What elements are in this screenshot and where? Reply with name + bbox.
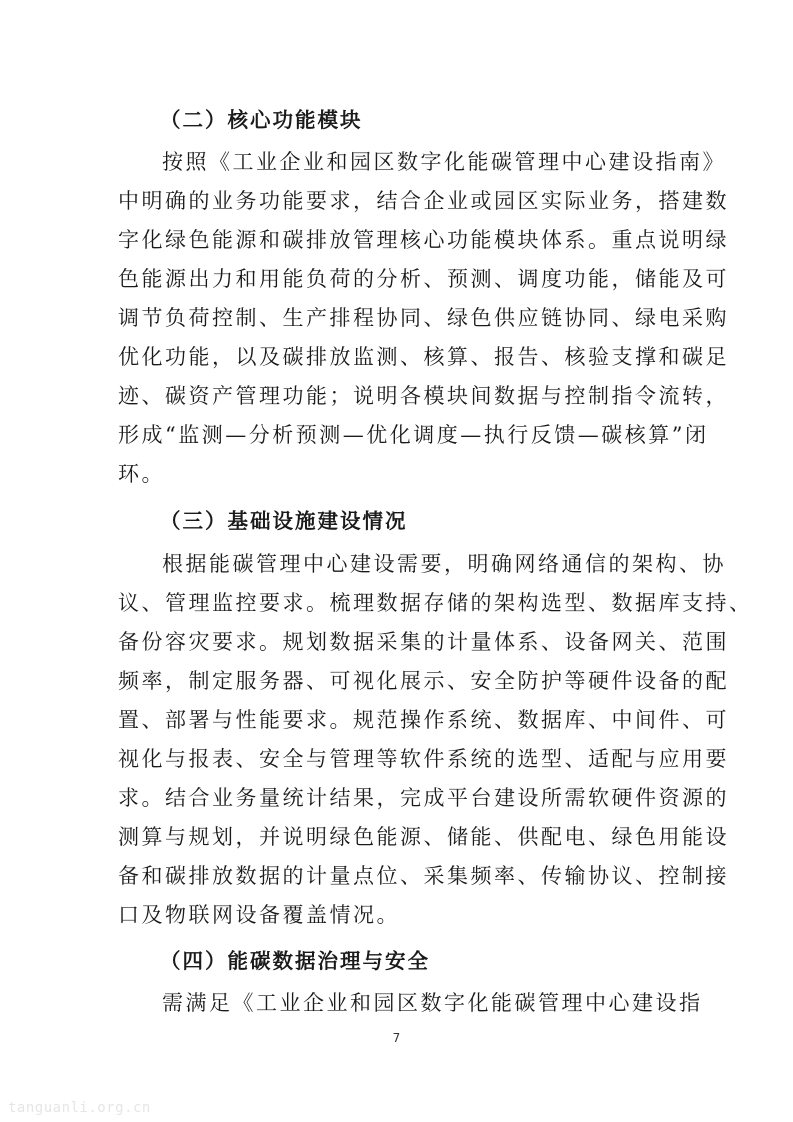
- section-2-body: [118, 143, 729, 494]
- section-heading-4: （四）能碳数据治理与安全: [160, 949, 430, 973]
- text-line: 视化与报表、安全与管理等软件系统的选型、适配与应用要: [118, 747, 729, 771]
- text-line: 求。结合业务量统计结果，完成平台建设所需软硬件资源的: [118, 786, 729, 810]
- text-line: 迹、碳资产管理功能；说明各模块间数据与控制指令流转，: [118, 384, 729, 408]
- page-number: 7: [392, 1031, 401, 1045]
- text-line: 环。: [118, 462, 165, 486]
- text-line: 调节负荷控制、生产排程协同、绿色供应链协同、绿电采购: [118, 306, 729, 330]
- text-line: 口及物联网设备覆盖情况。: [118, 903, 400, 927]
- text-line: 频率，制定服务器、可视化展示、安全防护等硬件设备的配: [118, 669, 729, 693]
- text-line: 备和碳排放数据的计量点位、采集频率、传输协议、控制接: [118, 864, 729, 888]
- text-line: 需满足《工业企业和园区数字化能碳管理中心建设指: [162, 991, 703, 1015]
- text-line: 按照《工业企业和园区数字化能碳管理中心建设指南》: [162, 150, 726, 174]
- text-line: 色能源出力和用能负荷的分析、预测、调度功能，储能及可: [118, 267, 729, 291]
- text-line: 中明确的业务功能要求，结合企业或园区实际业务，搭建数: [118, 189, 729, 213]
- text-line: 议、管理监控要求。梳理数据存储的架构选型、数据库支持、: [118, 591, 753, 615]
- text-line: 形成“监测—分析预测—优化调度—执行反馈—碳核算”闭: [118, 423, 709, 447]
- watermark: tanguanli.org.cn: [8, 1100, 151, 1116]
- text-line: 优化功能，以及碳排放监测、核算、报告、核验支撑和碳足: [118, 345, 729, 369]
- text-line: 备份容灾要求。规划数据采集的计量体系、设备网关、范围: [118, 630, 729, 654]
- text-line: 字化绿色能源和碳排放管理核心功能模块体系。重点说明绿: [118, 228, 729, 252]
- section-4-body: [118, 984, 703, 1023]
- section-heading-2: （二）核心功能模块: [160, 108, 363, 132]
- section-3-body: [118, 545, 753, 935]
- text-line: 测算与规划，并说明绿色能源、储能、供配电、绿色用能设: [118, 825, 729, 849]
- text-line: 置、部署与性能要求。规范操作系统、数据库、中间件、可: [118, 708, 729, 732]
- text-line: 根据能碳管理中心建设需要，明确网络通信的架构、协: [162, 552, 726, 576]
- section-heading-3: （三）基础设施建设情况: [160, 509, 408, 533]
